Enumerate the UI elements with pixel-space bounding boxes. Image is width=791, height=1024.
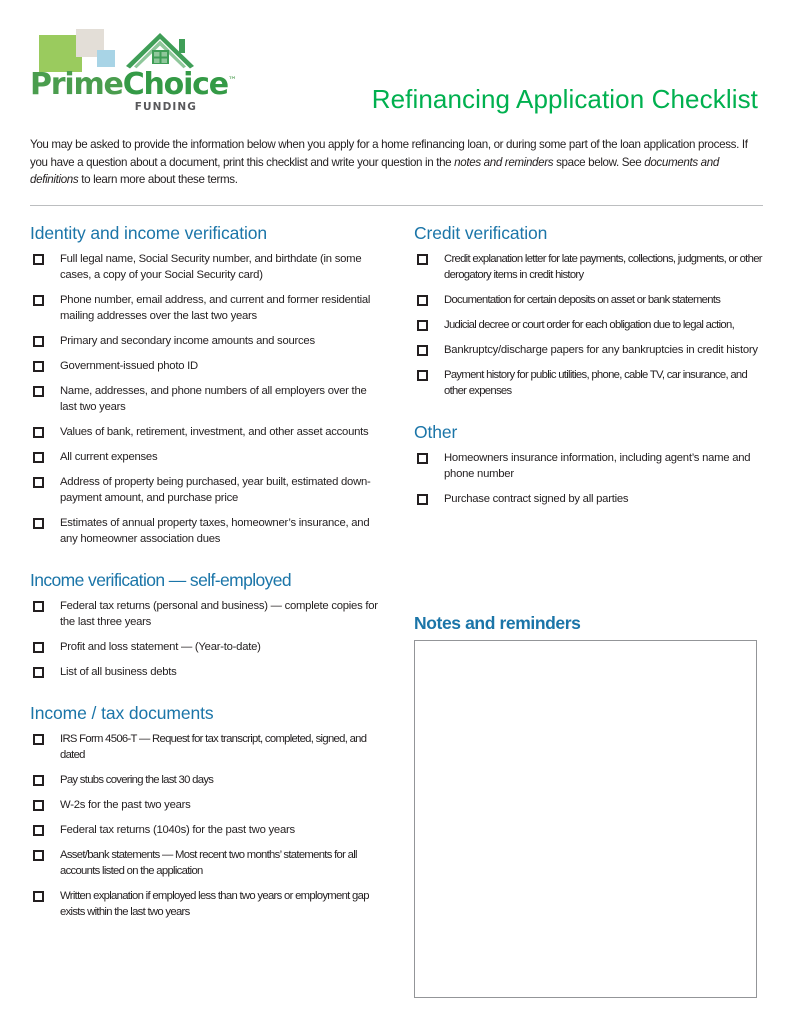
checkbox-icon[interactable] <box>33 667 44 678</box>
checklist-item[interactable] <box>30 772 396 788</box>
logo-marks <box>30 28 205 72</box>
checklist-item-label: Estimates of annual property taxes, homeowner’s insurance, and any homeowner association dues <box>60 517 370 545</box>
checkbox-icon[interactable] <box>33 254 44 265</box>
checkbox-icon[interactable] <box>417 295 428 306</box>
checklist-item[interactable] <box>30 474 396 506</box>
logo-wordmark <box>30 67 236 113</box>
notes-and-reminders-input[interactable] <box>414 640 757 998</box>
checkbox-icon[interactable] <box>33 452 44 463</box>
checklist-item-label: Credit explanation letter for late payments, collections, judgments, or other derogatory items in credit history <box>444 253 762 281</box>
checklist-item-label: W-2s for the past two years <box>60 799 191 811</box>
notes-and-reminders-block <box>414 612 760 1003</box>
intro-text-3: to learn more about these terms. <box>78 173 238 186</box>
checklist-item-label: Phone number, email address, and current and former residential mailing addresses over the last two years <box>60 294 371 322</box>
checklist-item[interactable] <box>414 251 780 283</box>
notes-and-reminders-title: Notes and reminders <box>414 613 581 633</box>
checkbox-icon[interactable] <box>33 850 44 861</box>
checklist-item[interactable] <box>30 639 396 655</box>
checklist-item-label: Homeowners insurance information, including agent’s name and phone number <box>444 452 751 480</box>
checkbox-icon[interactable] <box>33 427 44 438</box>
intro-text-2: space below. See <box>553 155 645 169</box>
checklist-item-label: Government-issued photo ID <box>60 360 198 372</box>
checkbox-icon[interactable] <box>33 891 44 902</box>
checklist-credit-verification <box>414 251 780 399</box>
checkbox-icon[interactable] <box>417 453 428 464</box>
checklist-item-label: Primary and secondary income amounts and sources <box>60 335 315 347</box>
checkbox-icon[interactable] <box>33 800 44 811</box>
checklist-item[interactable] <box>30 515 396 547</box>
checkbox-icon[interactable] <box>33 825 44 836</box>
checklist-item-label: Judicial decree or court order for each obligation due to legal action, <box>444 319 735 331</box>
checklist-item-label: Values of bank, retirement, investment, and other asset accounts <box>60 426 369 438</box>
checklist-item-label: Profit and loss statement — (Year-to-date) <box>60 641 261 653</box>
logo-trademark: ™ <box>227 76 236 86</box>
checklist-item[interactable] <box>30 847 396 879</box>
checklist-item[interactable] <box>30 797 396 813</box>
checkbox-icon[interactable] <box>33 295 44 306</box>
checklist-item-label: IRS Form 4506-T — Request for tax transcript, completed, signed, and dated <box>60 733 367 761</box>
checkbox-icon[interactable] <box>417 320 428 331</box>
checkbox-icon[interactable] <box>33 477 44 488</box>
checklist-item[interactable] <box>30 888 396 920</box>
checklist-item-label: Federal tax returns (1040s) for the past two years <box>60 824 295 836</box>
intro-paragraph <box>30 136 765 189</box>
section-credit-verification <box>414 222 780 399</box>
checklist-item-label: Documentation for certain deposits on asset or bank statements <box>444 294 721 306</box>
checklist-item-label: Written explanation if employed less than two years or employment gap exists within the last two years <box>60 890 369 918</box>
checklist-item[interactable] <box>414 342 780 358</box>
section-title-credit-verification: Credit verification <box>414 223 548 243</box>
logo-tagline: FUNDING <box>134 101 197 113</box>
checkbox-icon[interactable] <box>33 361 44 372</box>
checklist-item[interactable] <box>30 664 396 680</box>
checklist-item[interactable] <box>414 450 780 482</box>
checkbox-icon[interactable] <box>417 494 428 505</box>
intro-text-1: You may be asked to provide the information below when you apply for a home refinancing loan, or during some part of the loan application process. If you have a question about a document, print this checklist and write your question in the <box>30 138 748 169</box>
checklist-item[interactable] <box>30 292 396 324</box>
checklist-item-label: Federal tax returns (personal and business) — complete copies for the last three years <box>60 600 378 628</box>
section-title-other: Other <box>414 422 458 442</box>
checklist-item[interactable] <box>30 822 396 838</box>
checkbox-icon[interactable] <box>33 775 44 786</box>
checkbox-icon[interactable] <box>417 254 428 265</box>
checklist-item[interactable] <box>414 367 780 399</box>
checkbox-icon[interactable] <box>33 336 44 347</box>
checklist-income-tax-documents <box>30 731 396 920</box>
checkbox-icon[interactable] <box>33 518 44 529</box>
primechoice-logo <box>30 28 236 113</box>
section-other <box>414 421 780 507</box>
checkbox-icon[interactable] <box>33 601 44 612</box>
checklist-item-label: Full legal name, Social Security number, and birthdate (in some cases, a copy of your Social Security card) <box>60 253 362 281</box>
section-title-income-tax-documents: Income / tax documents <box>30 703 214 723</box>
intro-italic-notes-and-reminders: notes and reminders <box>454 155 554 169</box>
checklist-identity-and-income-verification <box>30 251 396 547</box>
checklist-item[interactable] <box>30 251 396 283</box>
checklist-item[interactable] <box>30 731 396 763</box>
intro-italic-documents-and-definitions: documents and definitions <box>30 155 719 186</box>
checkbox-icon[interactable] <box>33 734 44 745</box>
checklist-item[interactable] <box>414 317 780 333</box>
section-income-tax-documents <box>30 702 396 920</box>
checklist-item[interactable] <box>30 383 396 415</box>
checklist-item[interactable] <box>414 292 780 308</box>
checklist-item[interactable] <box>30 333 396 349</box>
checklist-item-label: Asset/bank statements — Most recent two months’ statements for all accounts listed on the application <box>60 849 357 877</box>
house-roof-icon <box>123 30 197 72</box>
checklist-item[interactable] <box>30 449 396 465</box>
right-column <box>414 222 780 516</box>
page-title: Refinancing Application Checklist <box>371 84 758 114</box>
checklist-item-label: All current expenses <box>60 451 158 463</box>
checklist-item-label: Address of property being purchased, year built, estimated down-payment amount, and purchase price <box>60 476 371 504</box>
section-title-identity-and-income-verification: Identity and income verification <box>30 223 268 243</box>
checklist-item[interactable] <box>30 598 396 630</box>
header-divider <box>30 205 763 206</box>
checkbox-icon[interactable] <box>417 345 428 356</box>
checklist-item-label: List of all business debts <box>60 666 177 678</box>
checkbox-icon[interactable] <box>33 642 44 653</box>
checkbox-icon[interactable] <box>417 370 428 381</box>
checklist-item[interactable] <box>30 358 396 374</box>
logo-blue-square-icon <box>97 50 115 67</box>
section-income-verification-self-employed <box>30 569 396 680</box>
logo-name-prime: Prime <box>30 67 123 102</box>
checklist-item[interactable] <box>30 424 396 440</box>
checklist-item-label: Purchase contract signed by all parties <box>444 493 629 505</box>
checklist-item-label: Pay stubs covering the last 30 days <box>60 774 214 786</box>
checklist-item-label: Payment history for public utilities, phone, cable TV, car insurance, and other expenses <box>444 369 748 397</box>
section-title-income-verification-self-employed: Income verification — self-employed <box>30 570 292 590</box>
section-identity-and-income-verification <box>30 222 396 547</box>
page-header <box>0 0 791 128</box>
left-column <box>30 222 396 929</box>
checkbox-icon[interactable] <box>33 386 44 397</box>
logo-name-choice: Choice <box>122 67 228 102</box>
checklist-other <box>414 450 780 507</box>
checklist-item[interactable] <box>414 491 780 507</box>
checklist-item-label: Name, addresses, and phone numbers of all employers over the last two years <box>60 385 367 413</box>
checklist-income-verification-self-employed <box>30 598 396 680</box>
checklist-item-label: Bankruptcy/discharge papers for any bankruptcies in credit history <box>444 344 758 356</box>
